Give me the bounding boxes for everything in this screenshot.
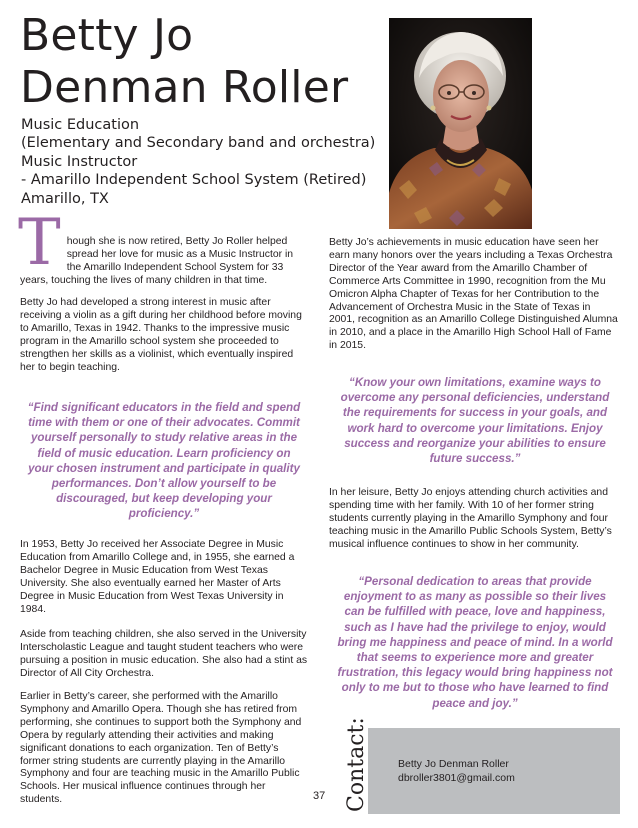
subtitle-block xyxy=(21,116,375,208)
body-paragraph: In 1953, Betty Jo received her Associate Degree in Music Education from Amarillo College and, in 1955, she earned a Bachelor Degree in Music Education from West Texas University. She also eventually earned her Master of Arts Degree in Music Education from West Texas University in 1984. xyxy=(20,539,295,615)
body-paragraph: In her leisure, Betty Jo enjoys attending church activities and spending time with her family. With 10 of her former string students currently playing in the Amarillo Symphony and four teaching music in the Amarillo Public Schools System, Betty’s musical influence continues to show in her community. xyxy=(329,487,612,550)
subtitle-line: Music Instructor xyxy=(21,153,138,170)
left-column-intro xyxy=(18,206,308,288)
subtitle-line: Music Education xyxy=(21,117,140,133)
drop-cap: T xyxy=(18,206,61,280)
page-title xyxy=(20,10,348,114)
contact-info xyxy=(398,757,515,785)
body-paragraph: Earlier in Betty’s career, she performed with the Amarillo Symphony and Amarillo Opera. Though she has retired from performing, she continues to support both the Symphony and Opera by regularly attending their activities and making significant donations to each organization. Ten of Betty’s former string students are currently playing in the Amarillo Symphony and four are teaching music in the Amarillo Public Schools. Her musical influence continues through her students. xyxy=(20,691,302,806)
contact-email[interactable]: dbroller3801@gmail.com xyxy=(398,772,515,784)
pull-quote: “Personal dedication to areas that provide enjoyment to as many as possible so their lives can be fulfilled with peace, love and happiness, such as I have had the privilege to enjoy, would bring me happiness and peace of mind. In a world that seems to experience more and greater frustration, this legacy would bring happiness not only to me but to those who have learned to find peace and joy.” xyxy=(337,575,613,710)
page-number: 37 xyxy=(313,790,326,802)
subtitle-line: - Amarillo Independent School System (Retired) xyxy=(21,172,367,189)
pull-quote: “Know your own limitations, examine ways to overcome any personal deficiencies, understand the requirements for success in your goals, and work hard to overcome your limitations. Enjoy success and reorganize your abilities to ensure future success.” xyxy=(340,376,610,466)
subtitle-line: (Elementary and Secondary band and orchestra) xyxy=(21,135,376,152)
contact-label: Contact: xyxy=(344,717,369,812)
pull-quote: “Find significant educators in the field and spend time with them or one of their advocates. Commit yourself personally to study relative areas in the field of music education. Learn proficiency on your chosen instrument and participate in quality performances. Don’t allow yourself to be discouraged, but keep developing your proficiency.” xyxy=(27,401,301,521)
intro-paragraph: hough she is now retired, Betty Jo Roller helped spread her love for music as a Music Instructor in the Amarillo Independent School System for 33 years, touching the lives of many children in that time. xyxy=(20,236,294,286)
name-line-1: Betty Jo xyxy=(20,10,194,61)
portrait-photo xyxy=(389,18,532,229)
contact-name: Betty Jo Denman Roller xyxy=(398,758,509,770)
body-paragraph: Betty Jo had developed a strong interest in music after receiving a violin as a gift during her childhood before moving to Amarillo, Texas in 1942. Thanks to the impressive music program in the Amarillo school system she proceeded to strengthen her skills as a violinist, which eventually inspired her to begin teaching. xyxy=(20,297,302,373)
body-paragraph: Aside from teaching children, she also served in the University Interscholastic League and taught student teachers who were pursuing a position in music education. She also had a stint as Director of All City Orchestra. xyxy=(20,629,308,679)
subtitle-line: Amarillo, TX xyxy=(21,190,109,207)
name-line-2: Denman Roller xyxy=(20,62,349,113)
body-paragraph: Betty Jo’s achievements in music education have seen her earn many honors over the years including a Texas Orchestra Director of the Year award from the Amarillo Chamber of Commerce Arts Committee in 1990, recognition from the Mu Omicron Alpha Chapter of Texas for her Contribution to the Advancement of Orchestra Music in the State of Texas in 2001, recognition as an Amarillo College Distinguished Alumna in 2010, and a place in the Amarillo High School Hall of Fame in 2015. xyxy=(329,237,618,352)
